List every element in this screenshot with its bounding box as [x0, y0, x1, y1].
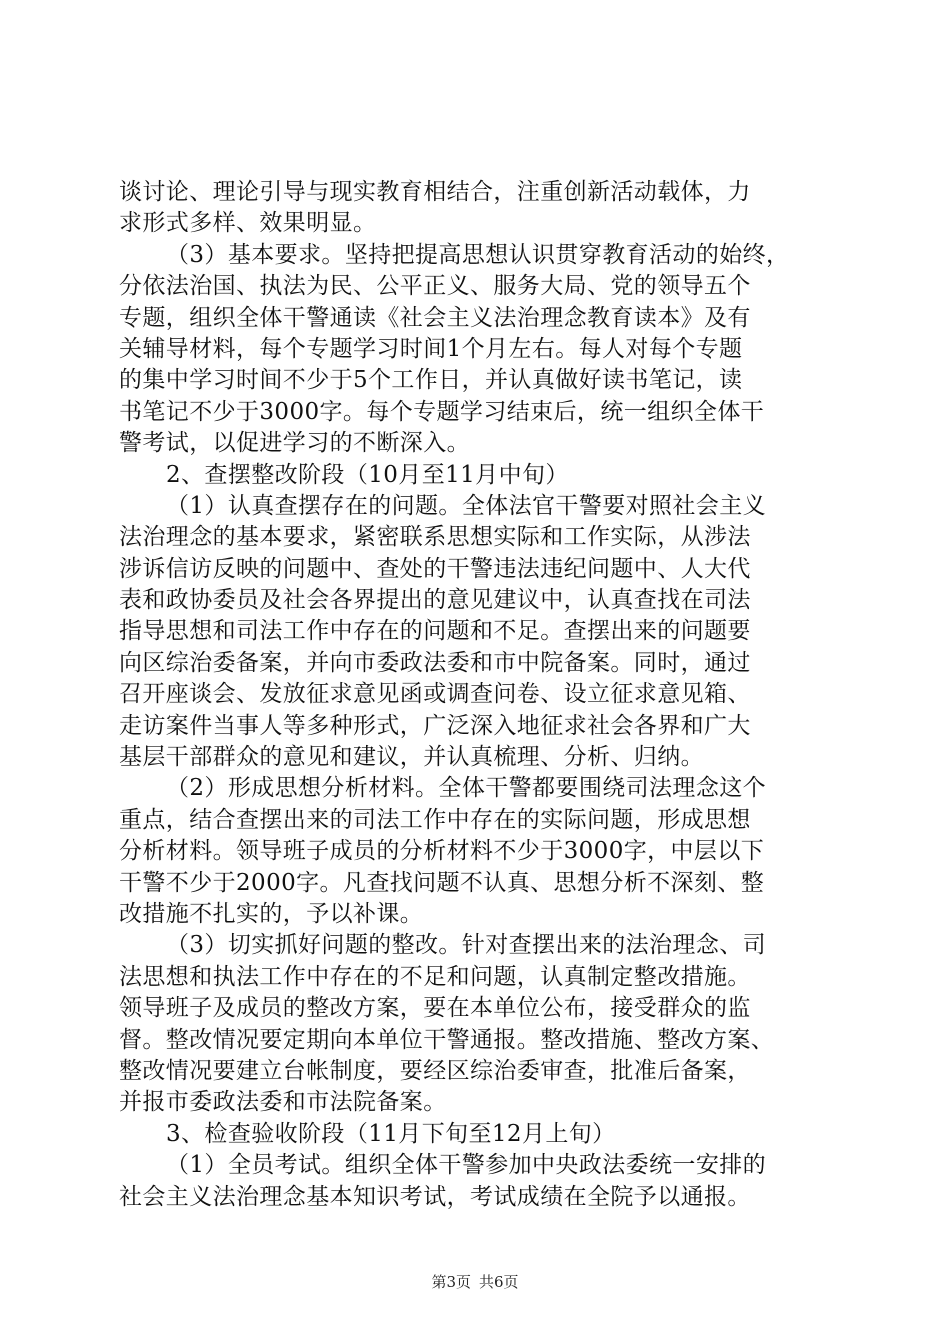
text-line: 社会主义法治理念基本知识考试，考试成绩在全院予以通报。	[119, 1183, 751, 1210]
text-line: 法思想和执法工作中存在的不足和问题，认真制定整改措施。	[119, 963, 751, 990]
text-line: 重点，结合查摆出来的司法工作中存在的实际问题，形成思想	[119, 806, 751, 833]
text-line: 督。整改情况要定期向本单位干警通报。整改措施、整改方案、	[119, 1026, 775, 1053]
text-line: 改措施不扎实的，予以补课。	[119, 900, 424, 927]
text-line: 涉诉信访反映的问题中、查处的干警违法违纪问题中、人大代	[119, 555, 751, 582]
page-number: 第3页	[431, 1273, 471, 1291]
text-line: 书笔记不少于3000字。每个专题学习结束后，统一组织全体干	[119, 398, 765, 425]
text-line: （3）切实抓好问题的整改。针对查摆出来的法治理念、司	[166, 932, 767, 959]
text-line: 3、检查验收阶段（11月下旬至12月上旬）	[166, 1120, 616, 1147]
text-line: 指导思想和司法工作中存在的问题和不足。查摆出来的问题要	[119, 618, 751, 645]
text-line: （3）基本要求。坚持把提高思想认识贯穿教育活动的始终，	[166, 241, 790, 268]
text-line: 干警不少于2000字。凡查找问题不认真、思想分析不深刻、整	[119, 869, 765, 896]
text-line: （1）全员考试。组织全体干警参加中央政法委统一安排的	[166, 1152, 767, 1179]
text-line: 关辅导材料，每个专题学习时间1个月左右。每人对每个专题	[119, 335, 743, 362]
text-line: 领导班子及成员的整改方案，要在本单位公布，接受群众的监	[119, 995, 751, 1022]
text-line: 警考试，以促进学习的不断深入。	[119, 430, 470, 457]
text-line: 向区综治委备案，并向市委政法委和市中院备案。同时，通过	[119, 649, 751, 676]
text-line: 走访案件当事人等多种形式，广泛深入地征求社会各界和广大	[119, 712, 751, 739]
text-line: 召开座谈会、发放征求意见函或调查问卷、设立征求意见箱、	[119, 681, 751, 708]
text-line: 分依法治国、执法为民、公平正义、服务大局、党的领导五个	[119, 273, 751, 300]
text-line: 2、查摆整改阶段（10月至11月中旬）	[166, 461, 569, 488]
text-line: 表和政协委员及社会各界提出的意见建议中，认真查找在司法	[119, 587, 751, 614]
text-line: 专题，组织全体干警通读《社会主义法治理念教育读本》及有	[119, 304, 751, 331]
text-line: 并报市委政法委和市法院备案。	[119, 1089, 447, 1116]
text-line: 谈讨论、理论引导与现实教育相结合，注重创新活动载体，力	[119, 179, 751, 205]
text-line: 法治理念的基本要求，紧密联系思想实际和工作实际，从涉法	[119, 524, 751, 551]
page-total: 共6页	[479, 1273, 519, 1291]
text-line: 分析材料。领导班子成员的分析材料不少于3000字，中层以下	[119, 838, 765, 865]
text-line: 基层干部群众的意见和建议，并认真梳理、分析、归纳。	[119, 744, 704, 771]
text-line: 求形式多样、效果明显。	[119, 210, 377, 237]
page-footer	[0, 1272, 950, 1292]
text-line: （2）形成思想分析材料。全体干警都要围绕司法理念这个	[166, 775, 767, 802]
document-body	[119, 177, 835, 1213]
text-line: 的集中学习时间不少于5个工作日，并认真做好读书笔记，读	[119, 367, 743, 394]
text-line: 整改情况要建立台帐制度，要经区综治委审查，批准后备案，	[119, 1057, 751, 1084]
text-line: （1）认真查摆存在的问题。全体法官干警要对照社会主义	[166, 492, 767, 519]
